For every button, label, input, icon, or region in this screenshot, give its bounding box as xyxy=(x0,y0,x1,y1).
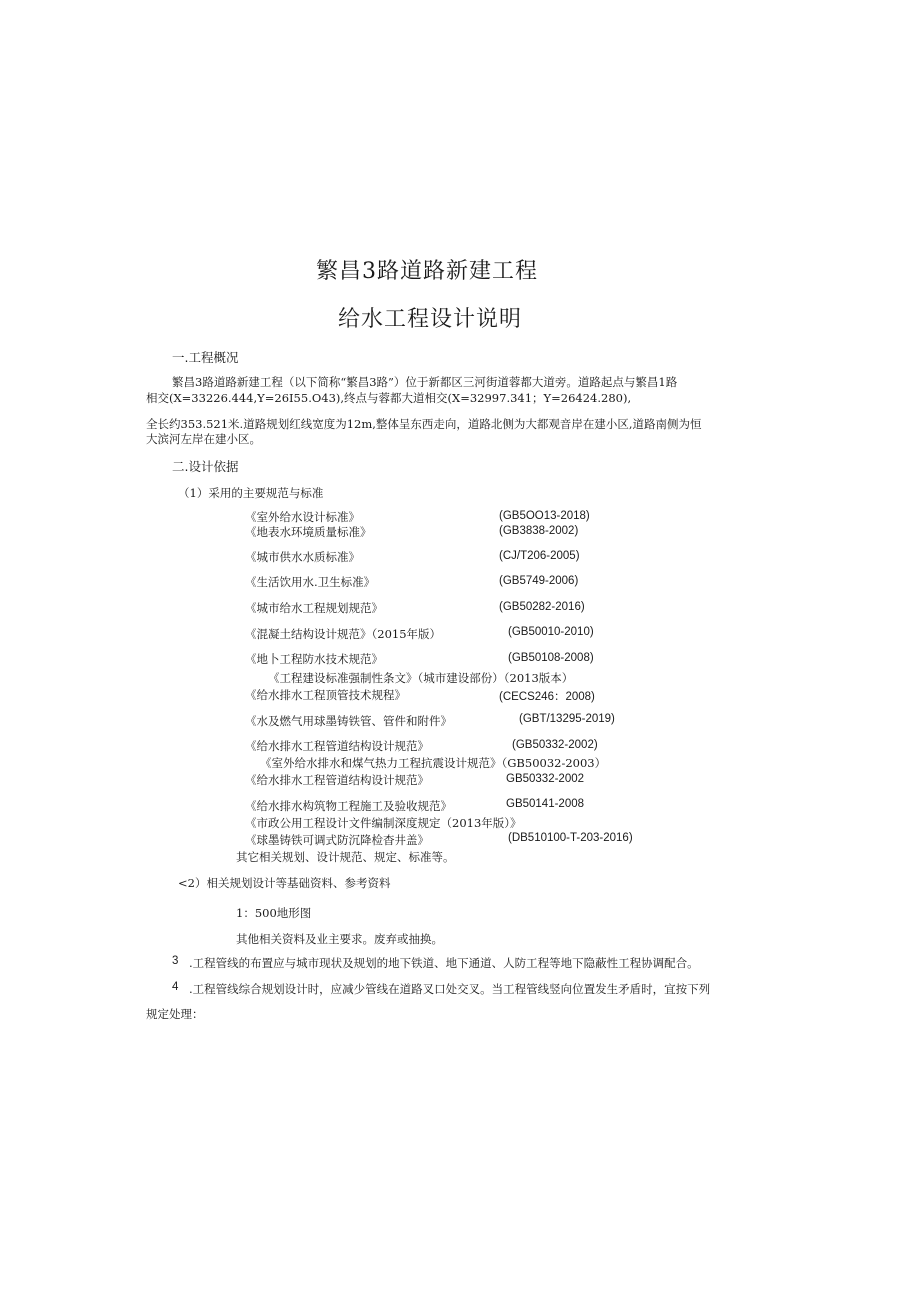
standard-name: 《室外给水设计标准》 xyxy=(245,510,360,524)
overview-para2-line2: 大滨河左岸在建小区。 xyxy=(146,432,261,446)
item-3-text: .工程管线的布置应与城市现状及规划的地下铁道、地下通道、人防工程等地下隐蔽性工程协调配合。 xyxy=(189,956,699,970)
standard-name: 《给水排水工程管道结构设计规范》 xyxy=(245,739,429,753)
standard-code: (GB5749-2006) xyxy=(499,575,579,587)
standard-name: 《给水排水工程管道结构设计规范》 xyxy=(245,773,429,787)
item-3-number: 3 xyxy=(172,955,179,967)
standard-code: (GB50010-2010) xyxy=(508,626,594,638)
standard-code: (GB50332-2002) xyxy=(512,739,598,751)
standard-name: 《工程建设标准强制性条文》（城市建设部份）（2013版本） xyxy=(268,671,574,685)
item-4-number: 4 xyxy=(172,981,179,993)
reference-other: 其他相关资料及业主要求。废弃或抽换。 xyxy=(236,932,443,946)
title-line-2: 给水工程设计说明 xyxy=(338,307,523,332)
standard-code: GB50332-2002 xyxy=(506,773,585,785)
standard-name: 《市政公用工程设计文件编制深度规定（2013年版）》 xyxy=(245,816,522,830)
standard-name: 《给水排水构筑物工程施工及验收规范》 xyxy=(245,799,452,813)
standard-name: 《生活饮用水.卫生标准》 xyxy=(245,575,376,589)
section-heading-overview: 一.工程概况 xyxy=(172,350,239,365)
standard-name: 《地表水环境质量标准》 xyxy=(245,525,372,539)
standard-code: (CECS246：2008) xyxy=(499,691,595,703)
basis-sub2: <2）相关规划设计等基础资料、参考资料 xyxy=(178,876,391,890)
item-4-text: .工程管线综合规划设计时，应减少管线在道路叉口处交叉。当工程管线竖向位置发生矛盾时，宜按下列 xyxy=(189,982,711,996)
reference-topographic-map: 1：500地形图 xyxy=(236,906,312,920)
basis-sub1: （1）采用的主要规范与标准 xyxy=(178,486,324,500)
title-line-1: 繁昌3路道路新建工程 xyxy=(316,259,538,284)
overview-para2-line1: 全长约353.521米.道路规划红线宽度为12m,整体呈东西走向，道路北侧为大都观音岸在建小区,道路南侧为恒 xyxy=(146,417,702,431)
overview-para1-line2: 相交(X=33226.444,Y=26I55.O43),终点与蓉都大道相交(X=32997.341；Y=26424.280), xyxy=(146,391,632,405)
standard-code: (GBT/13295-2019) xyxy=(519,713,615,725)
standard-name: 《地卜工程防水技术规范》 xyxy=(245,652,383,666)
standard-name: 《球墨铸铁可调式防沉降检杳井盖》 xyxy=(245,833,429,847)
standard-name: 《城市供水水质标准》 xyxy=(245,550,360,564)
standard-name: 《给水排水工程顶管技术规程》 xyxy=(245,688,406,702)
standard-code: (DB510100-T-203-2016) xyxy=(508,832,633,844)
section-heading-basis: 二.设计依据 xyxy=(172,459,239,474)
standard-name: 《城市给水工程规划规范》 xyxy=(245,601,383,615)
standards-other: 其它相关规划、设计规范、规定、标准等。 xyxy=(236,850,455,864)
standard-code: (GB5OO13-2018) xyxy=(499,510,590,522)
overview-para1-line1: 繁昌3路道路新建工程（以下简称“繁昌3路”）位于新都区三河街道蓉都大道旁。道路起点与繁昌1路 xyxy=(172,375,678,389)
standard-name: 《混凝土结构设计规范》（2015年版） xyxy=(245,627,442,641)
standard-name: 《水及燃气用球墨铸铁管、管件和附件》 xyxy=(245,714,452,728)
item-4-continuation: 规定处理： xyxy=(146,1007,204,1021)
standard-code: (GB50108-2008) xyxy=(508,652,594,664)
standard-code: (CJ/T206-2005) xyxy=(499,550,580,562)
standard-code: (GB50282-2016) xyxy=(499,601,585,613)
standard-name: 《室外给水排水和煤气热力工程抗震设计规范》（GB50032-2003） xyxy=(260,756,607,770)
standard-code: GB50141-2008 xyxy=(506,798,585,810)
standard-code: (GB3838-2002) xyxy=(499,525,579,537)
